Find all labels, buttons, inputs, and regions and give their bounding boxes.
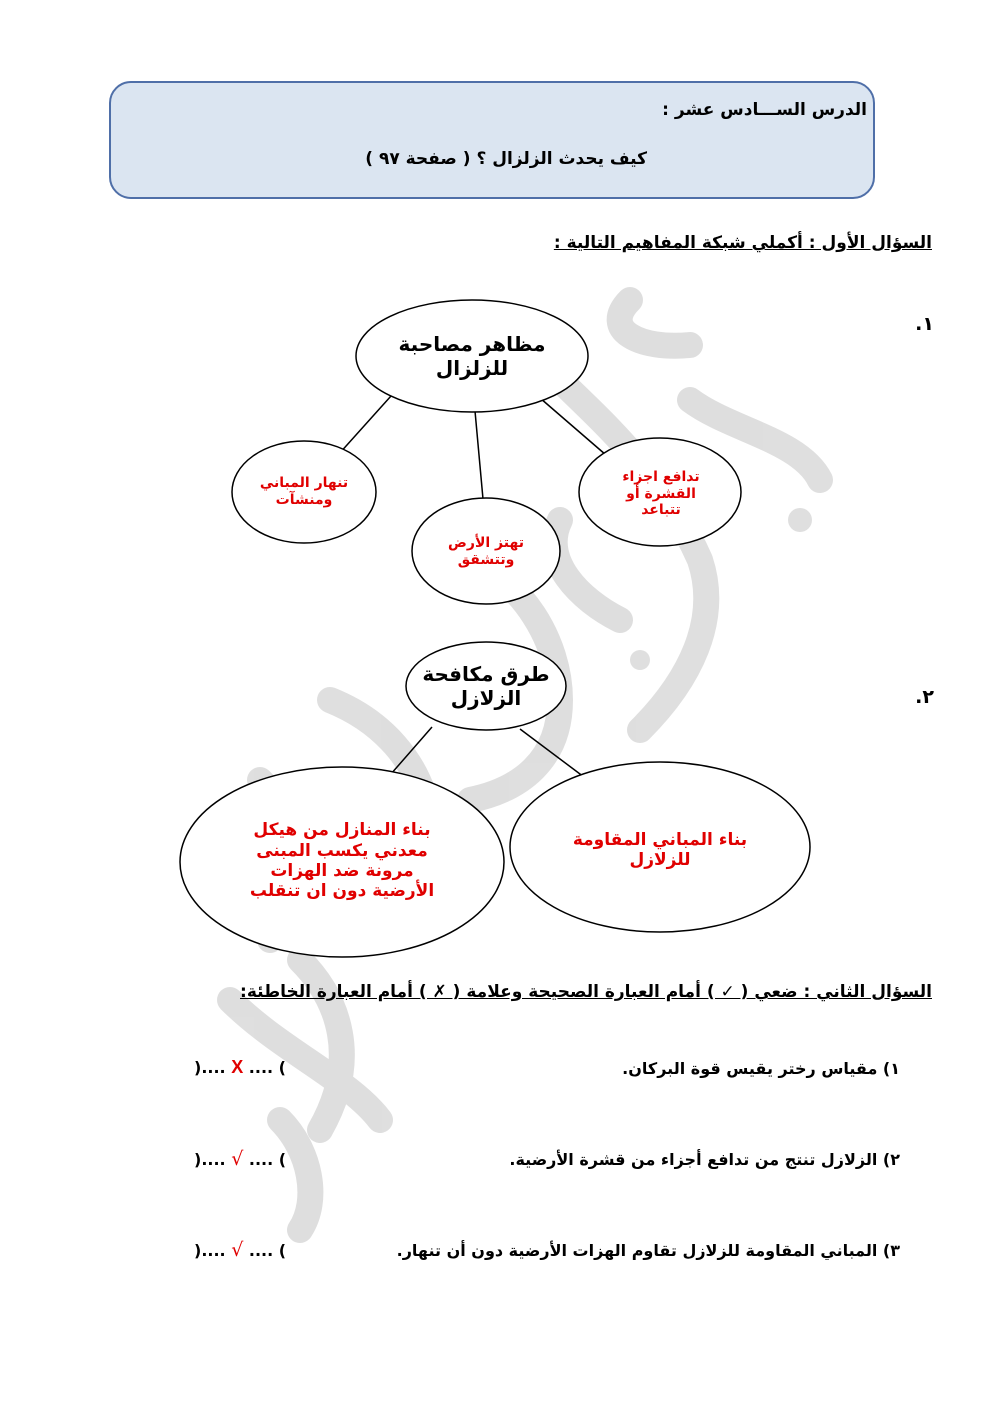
- answer-box-1: ).... X .... (: [194, 1057, 286, 1077]
- lesson-number: الدرس الســـادس عشر :: [662, 100, 867, 120]
- statement-1: ١) مقياس رختر يقيس قوة البركان.: [622, 1059, 900, 1078]
- lesson-title: كيف يحدث الزلزال ؟ ( صفحة ٩٧ ): [365, 149, 647, 169]
- statement-3: ٣) المباني المقاومة للزلازل تقاوم الهزات الأرضية دون أن تنهار.: [396, 1241, 900, 1260]
- connector-line: [475, 411, 483, 499]
- answer-box-3: ).... √ .... (: [194, 1239, 287, 1261]
- connector-line: [520, 729, 588, 780]
- connector-line: [540, 398, 606, 455]
- statement-2: ٢) الزلازل تنتج من تدافع أجزاء من قشرة الأرضية.: [509, 1150, 900, 1169]
- question-2-title: السؤال الثاني : ضعي ( ✓ ) أمام العبارة الصحيحة وعلامة ( ✗ ) أمام العبارة الخاطئة:: [240, 982, 932, 1002]
- concept-map-1-answer-label: تدافع اجزاء القشرة أو تتباعد: [622, 468, 700, 519]
- concept-map-2-answer-label: بناء المباني المقاومة للزلازل: [572, 829, 748, 870]
- concept-map-1-number: ١.: [915, 313, 934, 335]
- answer-mark-x: X: [231, 1057, 244, 1077]
- concept-map-1-answer-label: تهتز الأرض وتتشقق: [448, 535, 524, 568]
- answer-mark-check: √: [231, 1148, 244, 1170]
- concept-map-2-center-label: طرق مكافحة الزلازل: [422, 662, 550, 710]
- question-1-title: السؤال الأول : أكملي شبكة المفاهيم التالية :: [553, 233, 932, 253]
- concept-map-2-answer-label: بناء المنازل من هيكل معدني يكسب المبنى مرونة ضد الهزات الأرضية دون ان تنقلب: [249, 820, 435, 902]
- concept-map-2-number: ٢.: [915, 686, 934, 708]
- answer-mark-check: √: [231, 1239, 244, 1261]
- answer-box-2: ).... √ .... (: [194, 1148, 287, 1170]
- concept-map-1-center-label: مظاهر مصاحبة للزلزال: [398, 332, 546, 380]
- concept-map-1-answer-label: تنهار المباني ومنشآت: [259, 475, 349, 508]
